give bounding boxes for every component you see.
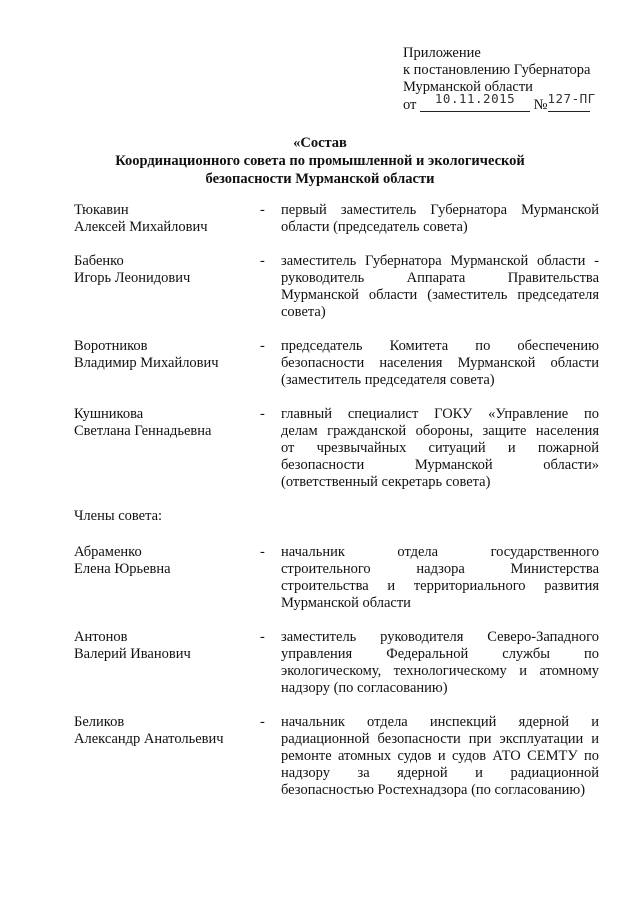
person-entry: [74, 202, 604, 236]
person-name: [74, 406, 254, 440]
dash-separator: -: [260, 714, 265, 730]
dash-separator: -: [260, 544, 265, 560]
person-role: [281, 202, 599, 236]
person-role: [281, 406, 599, 491]
person-role: [281, 338, 599, 389]
person-entry: [74, 629, 604, 697]
date-field: [420, 91, 530, 112]
person-role: [281, 714, 599, 799]
person-name: [74, 714, 254, 748]
council-list: [74, 202, 604, 816]
role-line: руководитель Аппарата Правительства: [281, 270, 599, 286]
number-field: [547, 91, 596, 112]
document-title: [60, 134, 580, 188]
role-line: строительного надзора Министерства: [281, 561, 599, 577]
appendix-line-3: Мурманской области: [403, 79, 533, 95]
person-surname: Тюкавин: [74, 202, 129, 218]
person-role: [281, 544, 599, 612]
role-line: экологическому, технологическому и атомному: [281, 663, 599, 679]
role-line: ремонте атомных судов и судов АТО СЕМТУ по: [281, 748, 599, 764]
role-line: безопасности населения Мурманской области: [281, 355, 599, 371]
person-surname: Кушникова: [74, 406, 144, 422]
appendix-header: [403, 45, 628, 114]
appendix-line-2: к постановлению Губернатора: [403, 62, 591, 78]
role-line: первый заместитель Губернатора Мурманской: [281, 202, 599, 218]
role-line: надзору за ядерной и радиационной: [281, 765, 599, 781]
role-line: области (председатель совета): [281, 219, 468, 235]
person-role: [281, 629, 599, 697]
members-heading: Члены совета:: [74, 508, 163, 524]
person-name: [74, 629, 254, 663]
person-given-names: Валерий Иванович: [74, 646, 191, 662]
dash-separator: -: [260, 338, 265, 354]
role-line: совета): [281, 304, 326, 320]
person-given-names: Алексей Михайлович: [74, 219, 208, 235]
appendix-line-1: Приложение: [403, 45, 481, 61]
role-line: Мурманской области: [281, 595, 411, 611]
person-surname: Беликов: [74, 714, 125, 730]
role-line: безопасности Мурманской области»: [281, 457, 599, 473]
role-line: заместитель Губернатора Мурманской области -: [281, 253, 599, 269]
person-entry: [74, 406, 604, 491]
title-line-1: «Состав: [293, 135, 347, 151]
date-value: 10.11.2015: [434, 91, 516, 106]
dash-separator: -: [260, 202, 265, 218]
person-name: [74, 253, 254, 287]
role-line: радиационной безопасности при эксплуатации и: [281, 731, 599, 747]
dash-separator: -: [260, 406, 265, 422]
members-list: [74, 544, 604, 799]
person-surname: Абраменко: [74, 544, 142, 560]
leadership-list: [74, 202, 604, 491]
person-name: [74, 338, 254, 372]
person-entry: [74, 714, 604, 799]
role-line: начальник отдела государственного: [281, 544, 599, 560]
dash-separator: -: [260, 253, 265, 269]
number-prefix: №: [533, 97, 548, 113]
role-line: надзору (по согласованию): [281, 680, 448, 696]
role-line: начальник отдела инспекций ядерной и: [281, 714, 599, 730]
dash-separator: -: [260, 629, 265, 645]
role-line: заместитель руководителя Северо-Западного: [281, 629, 599, 645]
person-given-names: Светлана Геннадьевна: [74, 423, 212, 439]
role-line: строительства и территориального развития: [281, 578, 599, 594]
role-line: главный специалист ГОКУ «Управление по: [281, 406, 599, 422]
role-line: Мурманской области (заместитель председателя: [281, 287, 599, 303]
person-given-names: Владимир Михайлович: [74, 355, 219, 371]
title-line-2: Координационного совета по промышленной и экологической: [115, 153, 525, 169]
person-surname: Воротников: [74, 338, 148, 354]
role-line: управления Федеральной службы по: [281, 646, 599, 662]
person-given-names: Игорь Леонидович: [74, 270, 191, 286]
person-entry: [74, 338, 604, 389]
person-entry: [74, 544, 604, 612]
role-line: (заместитель председателя совета): [281, 372, 495, 388]
role-line: (ответственный секретарь совета): [281, 474, 491, 490]
date-prefix: от: [403, 97, 417, 113]
person-entry: [74, 253, 604, 321]
person-given-names: Александр Анатольевич: [74, 731, 224, 747]
appendix-date-number-line: [403, 91, 628, 114]
person-name: [74, 544, 254, 578]
person-given-names: Елена Юрьевна: [74, 561, 171, 577]
number-value: 127-ПГ: [547, 91, 596, 106]
person-surname: Антонов: [74, 629, 128, 645]
role-line: безопасностью Ростехнадзора (по согласованию): [281, 782, 586, 798]
role-line: председатель Комитета по обеспечению: [281, 338, 599, 354]
title-line-3: безопасности Мурманской области: [205, 171, 435, 187]
role-line: делам гражданской обороны, защите населения: [281, 423, 599, 439]
person-surname: Бабенко: [74, 253, 124, 269]
person-role: [281, 253, 599, 321]
role-line: от чрезвычайных ситуаций и пожарной: [281, 440, 599, 456]
person-name: [74, 202, 254, 236]
